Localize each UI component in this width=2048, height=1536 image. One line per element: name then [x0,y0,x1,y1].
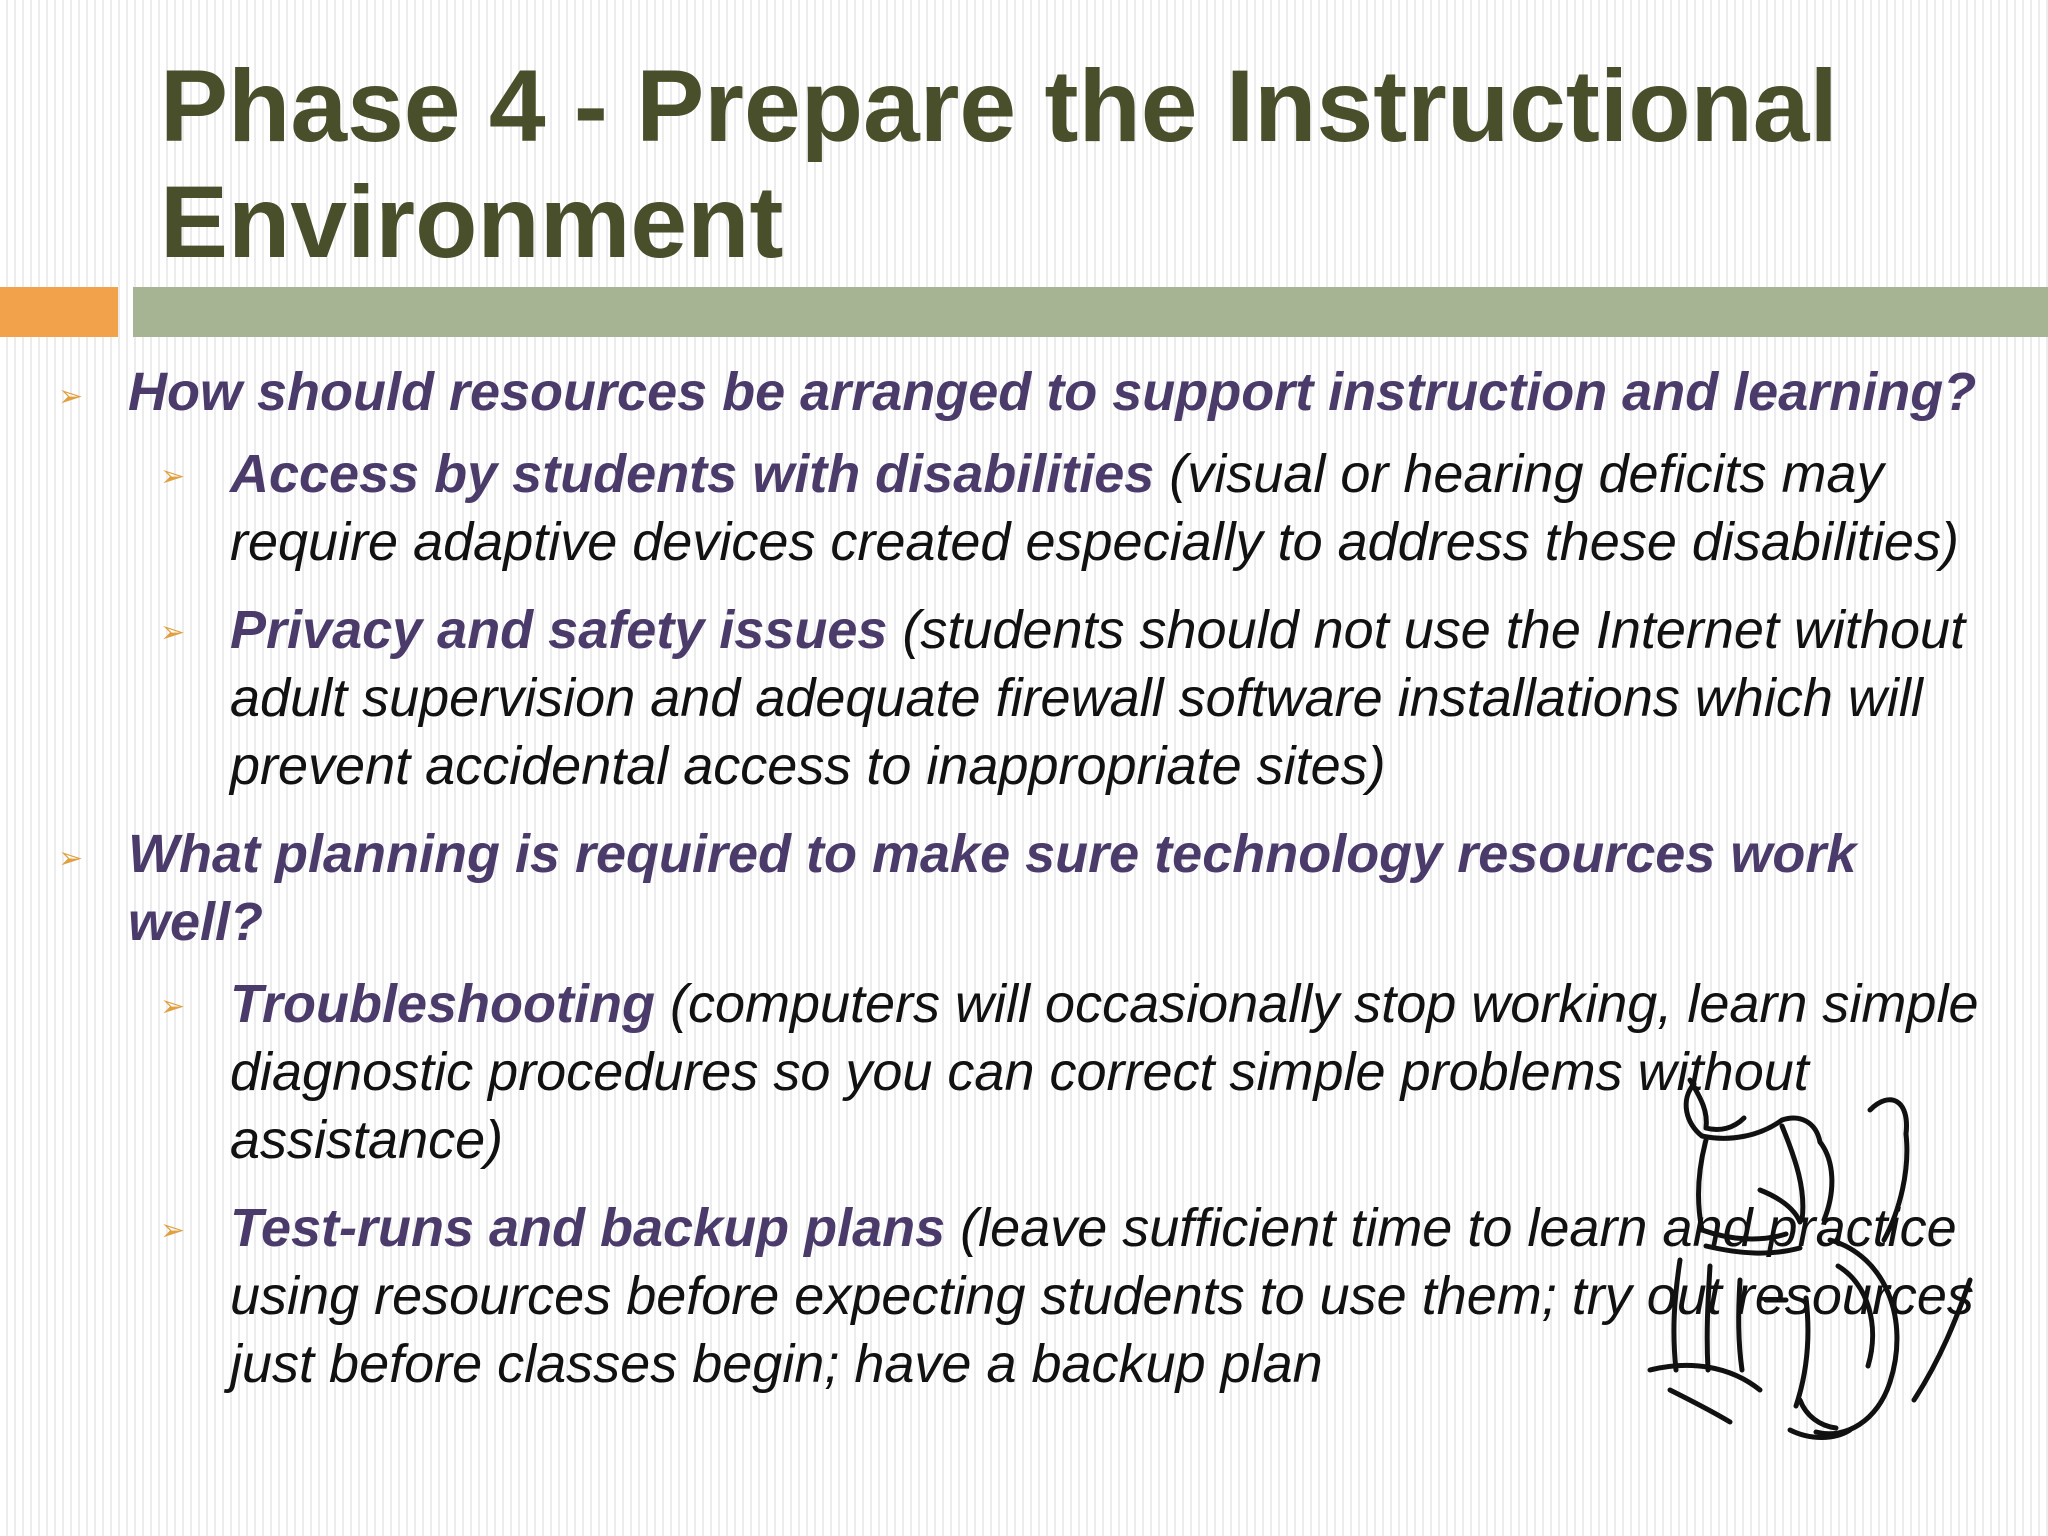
question-item-1 [0,358,2048,426]
sub-item-detail: (students should not use the Internet without adult supervision and adequate firewall software installations which will prevent accidental access to inappropriate sites) [230,600,1966,796]
question-item-2 [0,820,2048,956]
sub-item-text [230,596,2000,800]
sub-item-lead: Troubleshooting [230,974,655,1034]
wheelchair-user-icon [1610,1070,2010,1490]
sub-item-detail: (visual or hearing deficits may require adaptive devices created especially to address these disabilities) [230,444,1959,572]
title-rule-orange [0,287,118,337]
sub-item-lead: Test-runs and backup plans [230,1198,946,1258]
sub-item-detail: (leave sufficient time to learn and practice using resources before expecting students to use them; try out resources just before classes begin; have a backup plan [230,1198,1974,1394]
title-rule-green [133,287,2048,337]
sub-item-lead: Access by students with disabilities [230,444,1155,504]
sub-item-detail: (computers will occasionally stop working, learn simple diagnostic procedures so you can correct simple problems without assistance) [230,974,1979,1170]
sub-item-privacy [0,596,2048,800]
slide-title: Phase 4 - Prepare the Instructional Environment [160,49,1838,279]
bullet-arrow-icon: ➢ [58,842,84,875]
bullet-arrow-icon: ➢ [58,380,84,413]
bullet-arrow-icon: ➢ [160,1214,186,1247]
slide-title-area [160,48,1980,280]
bullet-arrow-icon: ➢ [160,990,186,1023]
sub-item-accessibility [0,440,2048,576]
bullet-arrow-icon: ➢ [160,616,186,649]
sub-item-lead: Privacy and safety issues [230,600,888,660]
question-text: What planning is required to make sure technology resources work well? [128,824,1857,952]
question-text: How should resources be arranged to support instruction and learning? [128,362,1977,422]
sub-item-text [230,440,2000,576]
bullet-arrow-icon: ➢ [160,460,186,493]
